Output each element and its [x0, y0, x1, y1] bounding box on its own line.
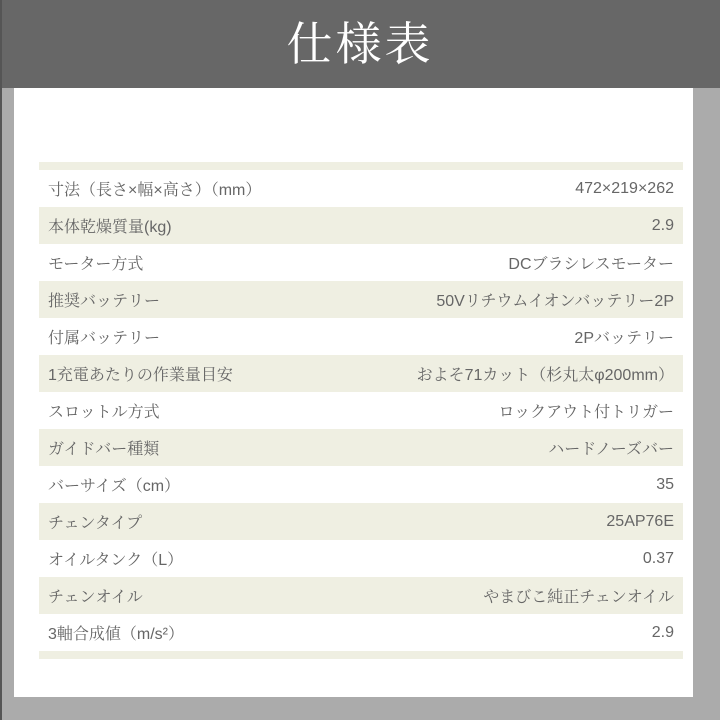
- left-edge-shade: [0, 0, 2, 720]
- table-row: [39, 355, 683, 392]
- spec-label: チェンオイル: [48, 589, 143, 606]
- spec-label: チェンタイプ: [48, 515, 143, 532]
- table-row: [39, 577, 683, 614]
- spec-value: 0.37: [642, 549, 674, 567]
- spec-label: 1充電あたりの作業量目安: [48, 367, 233, 384]
- spec-value: ロックアウト付トリガー: [498, 404, 674, 421]
- page-title: 仕様表: [286, 18, 434, 70]
- spec-label: 推奨バッテリー: [48, 293, 161, 310]
- header-bar: [0, 0, 720, 88]
- table-row: [39, 392, 683, 429]
- spec-label: オイルタンク（L）: [48, 552, 184, 569]
- table-row: [39, 503, 683, 540]
- spec-label: 3軸合成値（m/s²）: [48, 626, 185, 643]
- spec-value: やまびこ純正チェンオイル: [483, 589, 674, 606]
- spec-label: ガイドバー種類: [48, 441, 160, 458]
- table-row: [39, 466, 683, 503]
- table-row: [39, 429, 683, 466]
- table-row: [39, 244, 683, 281]
- spec-value: 472×219×262: [575, 179, 674, 197]
- spec-card: [14, 88, 693, 697]
- spec-value: 25AP76E: [606, 512, 674, 530]
- spec-value: 2.9: [651, 216, 674, 234]
- table-row: [39, 207, 683, 244]
- spec-value: DCブラシレスモーター: [508, 256, 674, 273]
- spec-value: 35: [656, 475, 674, 493]
- spec-label: 付属バッテリー: [48, 330, 161, 347]
- spec-value: およそ71カット（杉丸太φ200mm）: [416, 367, 674, 384]
- spec-value: ハードノーズバー: [548, 441, 674, 458]
- table-row: [39, 281, 683, 318]
- spec-label: モーター方式: [48, 256, 144, 273]
- table-row: [39, 318, 683, 355]
- table-row: [39, 170, 683, 207]
- spec-label: バーサイズ（cm）: [48, 478, 181, 495]
- spec-label: スロットル方式: [48, 404, 160, 421]
- spec-label: 本体乾燥質量(kg): [48, 219, 172, 236]
- table-row: [39, 614, 683, 651]
- table-row: [39, 540, 683, 577]
- spec-label: 寸法（長さ×幅×高さ）（mm）: [48, 182, 262, 199]
- spec-value: 2.9: [651, 623, 674, 641]
- spec-value: 50Vリチウムイオンバッテリー2P: [436, 293, 674, 310]
- spec-value: 2Pバッテリー: [574, 330, 674, 347]
- spec-table: [39, 162, 683, 659]
